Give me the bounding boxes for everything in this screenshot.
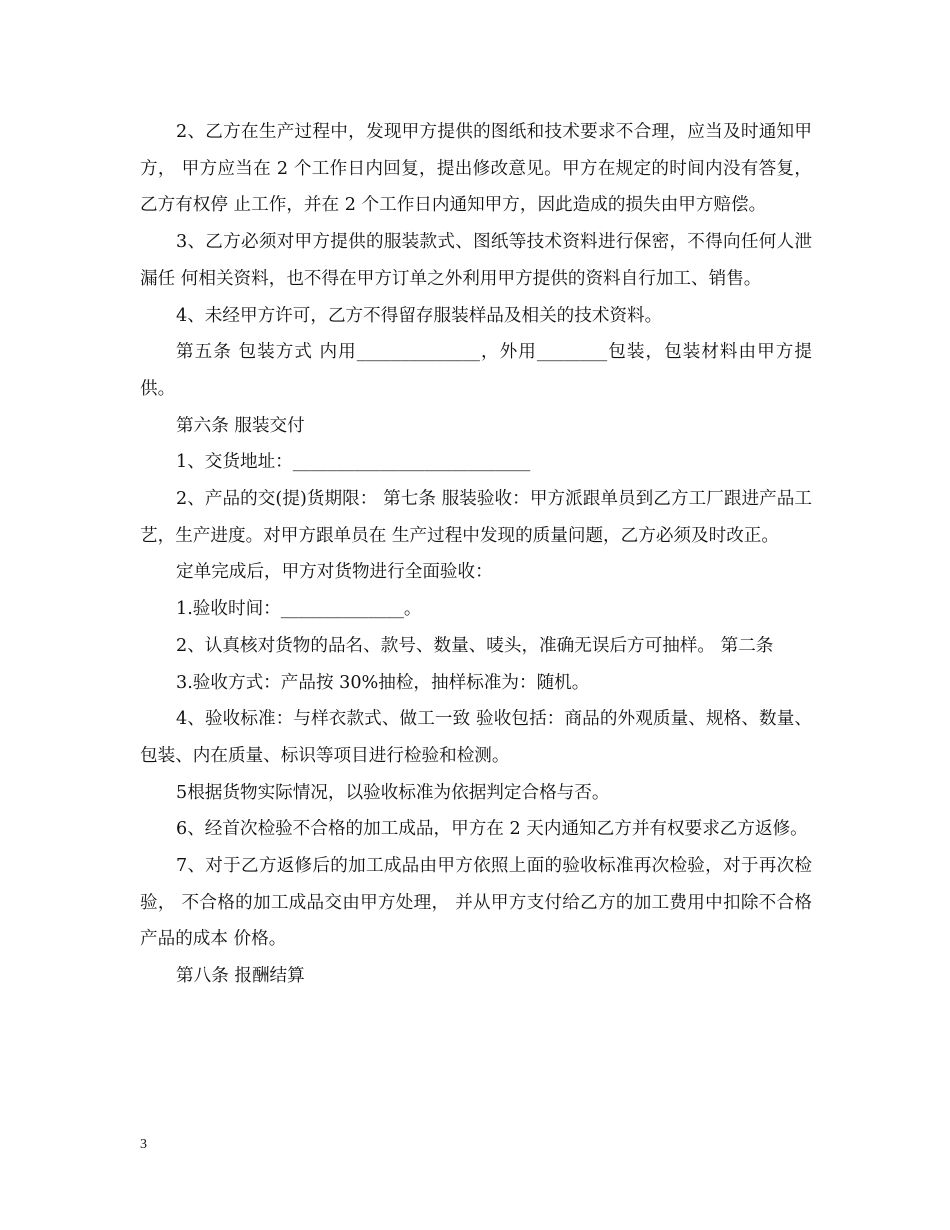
paragraph-inspection-check: 2、认真核对货物的品名、款号、数量、唛头，准确无误后方可抽样。 第二条 (176, 635, 774, 656)
paragraph-clause-2-drawings: 2、乙方在生产过程中，发现甲方提供的图纸和技术要求不合理，应当及时通知甲方， 甲方应当在 2 个工作日内回复，提出修改意见。甲方在规定的时间内没有答复，乙方有权停 止工作，并在 2 个工作日内通知甲方，因此造成的损失由甲方赔偿。 (140, 122, 812, 216)
paragraph-reinspection: 7、对于乙方返修后的加工成品由甲方依照上面的验收标准再次检验，对于再次检验， 不合格的加工成品交由甲方处理， 并从甲方支付给乙方的加工费用中扣除不合格产品的成本 价格。 (140, 856, 812, 950)
paragraph-inspection-time: 1.验收时间：______________。 (176, 599, 422, 620)
paragraph-inspection-method: 3.验收方式：产品按 30%抽检，抽样标准为：随机。 (176, 672, 590, 693)
paragraph-delivery-address: 1、交货地址：___________________________ (176, 452, 531, 473)
paragraph-inspection-judgement: 5根据货物实际情况，以验收标准为依据判定合格与否。 (176, 782, 610, 803)
paragraph-delivery-term-article-7: 2、产品的交(提)货期限： 第七条 服装验收：甲方派跟单员到乙方工厂跟进产品工艺，生产进度。对甲方跟单员在 生产过程中发现的质量问题，乙方必须及时改正。 (140, 489, 812, 546)
document-body (140, 114, 812, 995)
paragraph-inspection-standard: 4、验收标准：与样衣款式、做工一致 验收包括：商品的外观质量、规格、数量、包装、内在质量、标识等项目进行检验和检测。 (140, 709, 812, 766)
paragraph-article-8-heading: 第八条 报酬结算 (176, 966, 305, 987)
paragraph-first-inspection-fail: 6、经首次检验不合格的加工成品，甲方在 2 天内通知乙方并有权要求乙方返修。 (176, 819, 808, 840)
paragraph-article-5-packaging: 第五条 包装方式 内用______________，外用________包装，包装材料由甲方提供。 (140, 342, 813, 399)
paragraph-inspection-intro: 定单完成后，甲方对货物进行全面验收： (176, 562, 493, 583)
paragraph-article-6-heading: 第六条 服装交付 (176, 415, 305, 436)
page-number: 3 (140, 1137, 147, 1152)
paragraph-clause-4-samples: 4、未经甲方许可，乙方不得留存服装样品及相关的技术资料。 (176, 305, 663, 326)
paragraph-clause-3-confidentiality: 3、乙方必须对甲方提供的服装款式、图纸等技术资料进行保密，不得向任何人泄漏任 何相关资料，也不得在甲方订单之外利用甲方提供的资料自行加工、销售。 (140, 232, 812, 289)
